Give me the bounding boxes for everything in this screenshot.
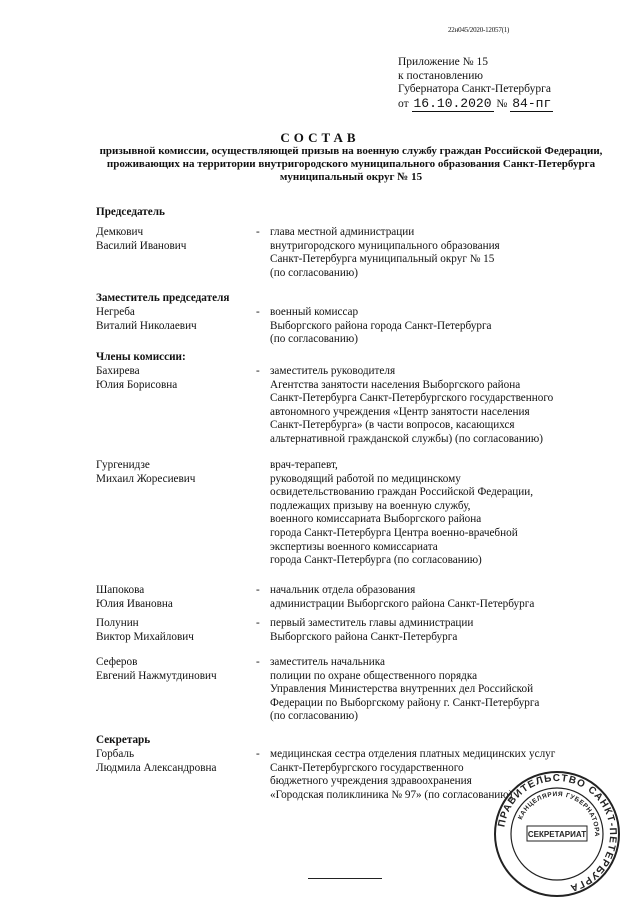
member-position: медицинская сестра отделения платных медицинских услуг Санкт-Петербургского государственного бюджетного учреждения здравоохранения «Городская поликлиника № 97» (по согласованию) [270,748,556,801]
appendix-title: Приложение № 15 [398,56,488,68]
section-chairman: Председатель [96,206,165,218]
member-name: Негреба Виталий Николаевич [96,306,197,332]
date-prefix: от [398,97,409,110]
svg-text:КАНЦЕЛЯРИЯ ГУБЕРНАТОРА: КАНЦЕЛЯРИЯ ГУБЕРНАТОРА [517,790,601,838]
member-position: глава местной администрации внутригородского муниципального образования Санкт-Петербурга муниципальный округ № 15 (по согласованию) [270,226,500,279]
section-members: Члены комиссии: [96,351,186,363]
member-name: Полунин Виктор Михайлович [96,617,194,643]
official-seal-stamp [493,770,621,898]
member-position: первый заместитель главы администрации Выборгского района Санкт-Петербурга [270,617,474,643]
member-name: Гургенидзе Михаил Жоресиевич [96,459,196,485]
appendix-line-3: Губернатора Санкт-Петербурга [398,83,551,96]
bottom-rule [308,878,382,879]
dash-separator: - [256,226,260,238]
order-date-line [398,97,553,112]
member-position: заместитель руководителя Агентства занятости населения Выборгского района Санкт-Петербурга Санкт-Петербургского государственного автономного учреждения «Центр занятости населения Санкт-Петербурга» (в части вопросов, касающихся альтернативной гражданской службы) (по согласованию) [270,365,554,445]
svg-text:ПРАВИТЕЛЬСТВО САНКТ-ПЕТЕРБУРГА: ПРАВИТЕЛЬСТВО САНКТ-ПЕТЕРБУРГА [496,772,619,894]
dash-separator: - [256,584,260,596]
order-number: 84-пг [512,95,552,111]
member-name: Шапокова Юлия Ивановна [96,584,173,610]
dash-separator: - [256,617,260,629]
section-secretary: Секретарь [96,734,151,746]
dash-separator: - [256,306,260,318]
member-name: Бахирева Юлия Борисовна [96,365,178,391]
dash-separator: - [256,748,260,760]
order-date: 16.10.2020 [413,95,492,111]
member-name: Сеферов Евгений Нажмутдинович [96,656,217,682]
dash-separator: - [256,656,260,668]
member-position: военный комиссар Выборгского района города Санкт-Петербурга (по согласованию) [270,306,492,346]
dash-separator: - [256,365,260,377]
number-prefix: № [496,97,508,110]
document-id: 22н045/2020-12057(1) [448,26,510,34]
page-subtitle: призывной комиссии, осуществляющей призыв на военную службу граждан Российской Федерации, проживающих на территории внутригородского муниципального образования Санкт-Петербурга муниципальный округ № 15 [99,145,603,183]
page-title: СОСТАВ [280,130,360,145]
member-position: начальник отдела образования администрации Выборгского района Санкт-Петербурга [270,584,535,610]
svg-text:СЕКРЕТАРИАТ: СЕКРЕТАРИАТ [527,830,587,839]
member-position: заместитель начальника полиции по охране общественного порядка Управления Министерства внутренних дел Российской Федерации по Выборгскому району г. Санкт-Петербурга (по согласованию) [270,656,540,723]
member-position: врач-терапевт, руководящий работой по медицинскому освидетельствованию граждан Российской Федерации, подлежащих призыву на военную службу, военного комиссариата Выборгского района города Санкт-Петербурга Центра военно-врачебной экспертизы военного комиссариата города Санкт-Петербурга (по согласованию) [270,459,534,567]
member-name: Горбаль Людмила Александровна [96,748,217,774]
appendix-block [398,56,553,111]
member-name: Демкович Василий Иванович [96,226,187,252]
appendix-line-2: к постановлению [398,69,483,82]
section-deputy: Заместитель председателя [96,292,230,304]
